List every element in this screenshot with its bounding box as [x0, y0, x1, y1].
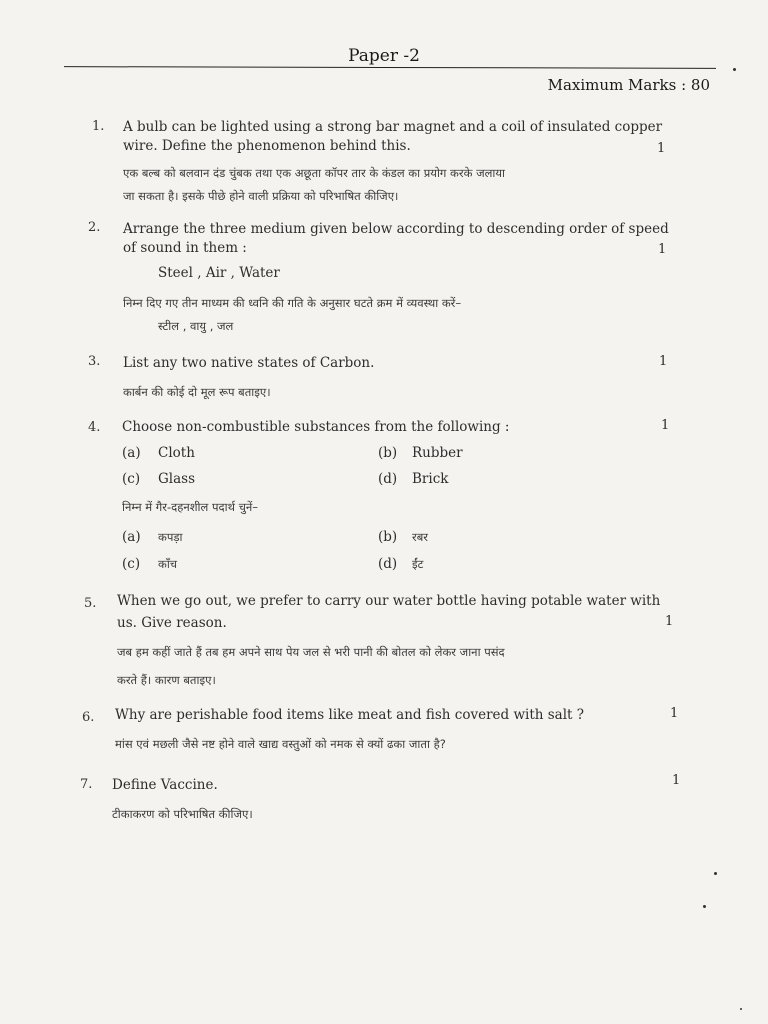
question-mark: 1	[661, 418, 670, 433]
question-mark: 1	[659, 354, 668, 369]
question-number: 5.	[84, 596, 97, 611]
option-text: Cloth	[158, 445, 195, 461]
question-mark: 1	[672, 773, 681, 788]
question-text-hi: जा सकता है। इसके पीछे होने वाली प्रक्रिया को परिभाषित कीजिए।	[123, 189, 399, 203]
question-text-en: us. Give reason.	[117, 615, 227, 631]
items-en: Steel , Air , Water	[158, 265, 280, 281]
option-label: (a)	[122, 529, 141, 545]
option-text-hi: काँच	[158, 557, 178, 571]
question-text-en: List any two native states of Carbon.	[123, 355, 375, 371]
option-text: Glass	[158, 471, 196, 487]
option-text-hi: रबर	[412, 530, 428, 544]
question-text-en: of sound in them :	[123, 240, 247, 256]
question-number: 4.	[88, 420, 101, 435]
option-label: (b)	[378, 445, 398, 461]
option-text-hi: कपड़ा	[158, 530, 183, 544]
option-text: Brick	[412, 471, 449, 487]
question-text-hi: निम्न में गैर-दहनशील पदार्थ चुनें–	[122, 500, 259, 514]
option-label: (d)	[378, 556, 398, 572]
question-text-hi: टीकाकरण को परिभाषित कीजिए।	[112, 807, 253, 821]
question-text-en: A bulb can be lighted using a strong bar magnet and a coil of insulated copper	[123, 119, 663, 135]
question-mark: 1	[657, 141, 666, 156]
scan-speck	[733, 68, 736, 71]
question-text-en: When we go out, we prefer to carry our water bottle having potable water with	[117, 593, 661, 609]
question-number: 1.	[92, 119, 105, 134]
question-text-en: Arrange the three medium given below according to descending order of speed	[123, 221, 669, 237]
scan-speck	[703, 905, 706, 908]
question-text-hi: निम्न दिए गए तीन माध्यम की ध्वनि की गति के अनुसार घटते क्रम में व्यवस्था करें–	[123, 296, 462, 310]
question-number: 6.	[82, 710, 95, 725]
question-text-hi: जब हम कहीं जाते हैं तब हम अपने साथ पेय जल से भरी पानी की बोतल को लेकर जाना पसंद	[117, 645, 505, 659]
option-label: (c)	[122, 556, 141, 572]
question-text-hi: कार्बन की कोई दो मूल रूप बताइए।	[123, 385, 271, 399]
maximum-marks: Maximum Marks : 80	[547, 76, 710, 94]
question-text-en: Why are perishable food items like meat and fish covered with salt ?	[115, 707, 584, 723]
items-hi: स्टील , वायु , जल	[158, 319, 234, 333]
scan-speck	[740, 1008, 742, 1010]
option-label: (a)	[122, 445, 141, 461]
question-mark: 1	[665, 614, 674, 629]
option-label: (d)	[378, 471, 398, 487]
question-text-en: wire. Define the phenomenon behind this.	[123, 138, 411, 154]
question-text-en: Choose non-combustible substances from the following :	[122, 419, 510, 435]
question-text-hi: एक बल्ब को बलवान दंड चुंबक तथा एक अछूता कॉपर तार के कंडल का प्रयोग करके जलाया	[123, 166, 506, 180]
question-text-hi: मांस एवं मछली जैसे नष्ट होने वाले खाद्य वस्तुओं को नमक से क्यों ढका जाता है?	[115, 737, 446, 751]
header-rule	[64, 66, 716, 69]
question-text-en: Define Vaccine.	[112, 777, 218, 793]
paper-title: Paper -2	[348, 46, 420, 66]
option-label: (b)	[378, 529, 398, 545]
option-text-hi: ईंट	[412, 557, 424, 571]
question-mark: 1	[670, 706, 679, 721]
option-label: (c)	[122, 471, 141, 487]
scan-speck	[714, 872, 717, 875]
question-mark: 1	[658, 242, 667, 257]
question-number: 7.	[80, 777, 93, 792]
question-number: 2.	[88, 220, 101, 235]
question-number: 3.	[88, 354, 101, 369]
option-text: Rubber	[412, 445, 463, 461]
question-text-hi: करते हैं। कारण बताइए।	[117, 673, 216, 687]
